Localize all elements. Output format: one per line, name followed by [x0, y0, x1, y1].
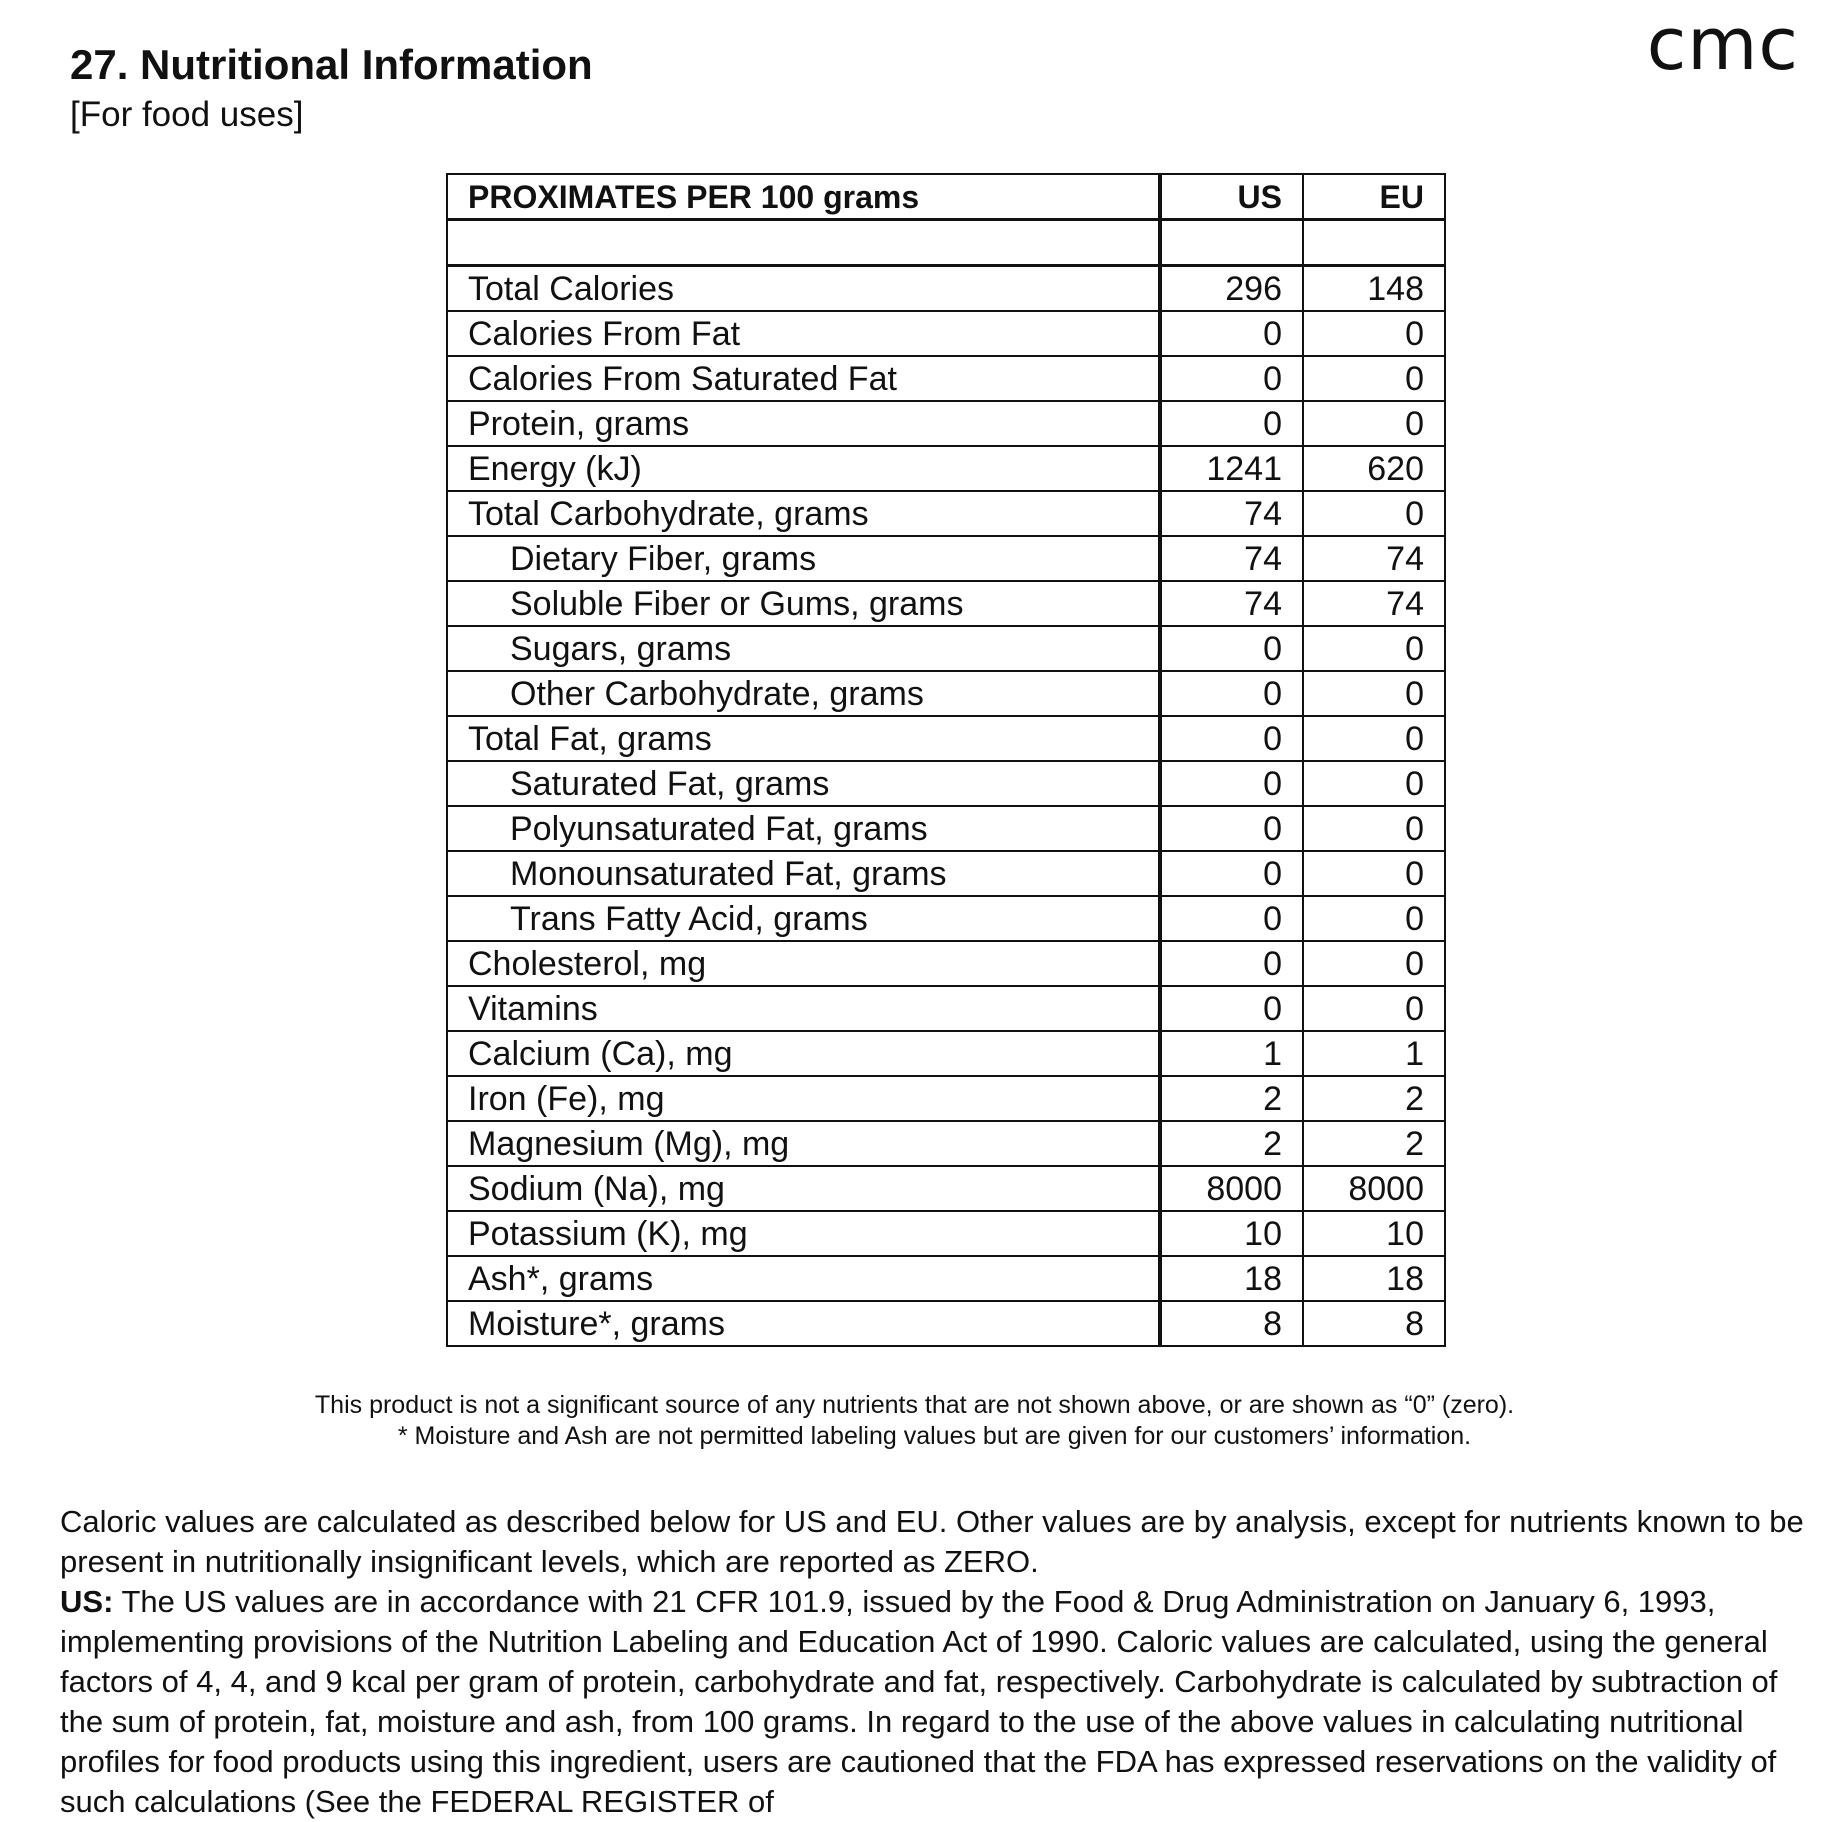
nutrient-label: Cholesterol, mg [447, 941, 1160, 986]
eu-value: 0 [1303, 716, 1445, 761]
nutrient-label: Saturated Fat, grams [447, 761, 1160, 806]
us-label: US: [60, 1584, 114, 1619]
nutrient-label: Total Fat, grams [447, 716, 1160, 761]
table-row [447, 1211, 1445, 1256]
table-row [447, 446, 1445, 491]
page-subtitle: [For food uses] [70, 95, 304, 135]
table-row [447, 311, 1445, 356]
table-blank-row [447, 220, 1445, 266]
us-value: 74 [1160, 581, 1303, 626]
eu-value: 0 [1303, 896, 1445, 941]
us-value: 2 [1160, 1121, 1303, 1166]
table-row [447, 1166, 1445, 1211]
eu-value: 0 [1303, 356, 1445, 401]
column-header-us: US [1160, 174, 1303, 220]
us-value: 2 [1160, 1076, 1303, 1121]
eu-value: 0 [1303, 626, 1445, 671]
table-row [447, 266, 1445, 312]
eu-value: 74 [1303, 536, 1445, 581]
us-value: 0 [1160, 761, 1303, 806]
column-header-eu: EU [1303, 174, 1445, 220]
nutrient-label: Calcium (Ca), mg [447, 1031, 1160, 1076]
table-row [447, 986, 1445, 1031]
table-footnotes [0, 1390, 1829, 1453]
table-row [447, 1301, 1445, 1346]
us-value: 74 [1160, 536, 1303, 581]
eu-value: 148 [1303, 266, 1445, 312]
eu-value: 0 [1303, 941, 1445, 986]
eu-value: 0 [1303, 401, 1445, 446]
table-body [447, 220, 1445, 1347]
eu-value: 0 [1303, 491, 1445, 536]
nutrient-label: Iron (Fe), mg [447, 1076, 1160, 1121]
table-row [447, 896, 1445, 941]
eu-value: 0 [1303, 671, 1445, 716]
eu-value: 1 [1303, 1031, 1445, 1076]
nutrient-label: Total Calories [447, 266, 1160, 312]
eu-value: 2 [1303, 1076, 1445, 1121]
table-row [447, 356, 1445, 401]
blank-cell [447, 220, 1160, 266]
us-value: 0 [1160, 311, 1303, 356]
eu-value: 0 [1303, 761, 1445, 806]
eu-value: 18 [1303, 1256, 1445, 1301]
table-row [447, 401, 1445, 446]
us-value: 0 [1160, 941, 1303, 986]
us-value: 74 [1160, 491, 1303, 536]
table-row [447, 806, 1445, 851]
blank-cell [1303, 220, 1445, 266]
us-value: 8000 [1160, 1166, 1303, 1211]
nutrition-table [446, 173, 1446, 1347]
table-row [447, 581, 1445, 626]
table-row [447, 671, 1445, 716]
nutrient-label: Potassium (K), mg [447, 1211, 1160, 1256]
eu-value: 0 [1303, 311, 1445, 356]
explanatory-text [60, 1502, 1820, 1822]
table-header-row [447, 174, 1445, 220]
us-text: The US values are in accordance with 21 CFR 101.9, issued by the Food & Drug Administration on January 6, 1993, implementing provisions of the Nutrition Labeling and Education Act of 1990. Caloric values are calculated, using the general factors of 4, 4, and 9 kcal per gram of protein, carbohydrate and fat, respectively. Carbohydrate is calculated by subtraction of the sum of protein, fat, moisture and ash, from 100 grams. In regard to the use of the above values in calculating nutritional profiles for food products using this ingredient, users are cautioned that the FDA has expressed reservations on the validity of such calculations (See the FEDERAL REGISTER of [60, 1584, 1778, 1819]
eu-value: 0 [1303, 806, 1445, 851]
nutrient-label: Magnesium (Mg), mg [447, 1121, 1160, 1166]
nutrient-label: Calories From Fat [447, 311, 1160, 356]
us-value: 0 [1160, 806, 1303, 851]
blank-cell [1160, 220, 1303, 266]
us-value: 0 [1160, 851, 1303, 896]
column-header-proximates: PROXIMATES PER 100 grams [447, 174, 1160, 220]
caloric-values-paragraph: Caloric values are calculated as described below for US and EU. Other values are by analysis, except for nutrients known to be present in nutritionally insignificant levels, which are reported as ZERO. [60, 1504, 1804, 1579]
us-value: 0 [1160, 986, 1303, 1031]
us-value: 8 [1160, 1301, 1303, 1346]
nutrient-label: Sugars, grams [447, 626, 1160, 671]
table-row [447, 1031, 1445, 1076]
table-row [447, 761, 1445, 806]
nutrient-label: Vitamins [447, 986, 1160, 1031]
nutrient-label: Total Carbohydrate, grams [447, 491, 1160, 536]
us-value: 18 [1160, 1256, 1303, 1301]
eu-value: 8000 [1303, 1166, 1445, 1211]
eu-value: 620 [1303, 446, 1445, 491]
us-value: 0 [1160, 626, 1303, 671]
us-value: 0 [1160, 716, 1303, 761]
nutrient-label: Calories From Saturated Fat [447, 356, 1160, 401]
table-row [447, 851, 1445, 896]
us-value: 0 [1160, 356, 1303, 401]
eu-value: 8 [1303, 1301, 1445, 1346]
us-value: 296 [1160, 266, 1303, 312]
table-row [447, 491, 1445, 536]
company-logo: cmc [1646, 2, 1799, 86]
us-value: 0 [1160, 401, 1303, 446]
nutrient-label: Ash*, grams [447, 1256, 1160, 1301]
nutrient-label: Sodium (Na), mg [447, 1166, 1160, 1211]
us-value: 1241 [1160, 446, 1303, 491]
table-row [447, 941, 1445, 986]
us-paragraph [60, 1582, 1820, 1822]
eu-value: 2 [1303, 1121, 1445, 1166]
us-value: 0 [1160, 896, 1303, 941]
table-row [447, 536, 1445, 581]
us-value: 0 [1160, 671, 1303, 716]
nutrient-label: Soluble Fiber or Gums, grams [447, 581, 1160, 626]
nutrient-label: Energy (kJ) [447, 446, 1160, 491]
page-title: 27. Nutritional Information [70, 41, 593, 88]
nutrient-label: Polyunsaturated Fat, grams [447, 806, 1160, 851]
eu-value: 0 [1303, 986, 1445, 1031]
eu-value: 74 [1303, 581, 1445, 626]
footnote-significant-source: This product is not a significant source of any nutrients that are not shown above, or are shown as “0” (zero). [314, 1391, 1515, 1419]
nutrient-label: Dietary Fiber, grams [447, 536, 1160, 581]
table-row [447, 626, 1445, 671]
nutrient-label: Other Carbohydrate, grams [447, 671, 1160, 716]
table-row [447, 1256, 1445, 1301]
eu-value: 10 [1303, 1211, 1445, 1256]
nutrient-label: Moisture*, grams [447, 1301, 1160, 1346]
eu-value: 0 [1303, 851, 1445, 896]
us-value: 10 [1160, 1211, 1303, 1256]
table-row [447, 1076, 1445, 1121]
us-value: 1 [1160, 1031, 1303, 1076]
nutrient-label: Protein, grams [447, 401, 1160, 446]
footnote-moisture-ash: * Moisture and Ash are not permitted labeling values but are given for our customers’ information. [397, 1422, 1472, 1451]
nutrient-label: Monounsaturated Fat, grams [447, 851, 1160, 896]
nutrient-label: Trans Fatty Acid, grams [447, 896, 1160, 941]
table-row [447, 716, 1445, 761]
page-heading [70, 42, 593, 136]
table-row [447, 1121, 1445, 1166]
